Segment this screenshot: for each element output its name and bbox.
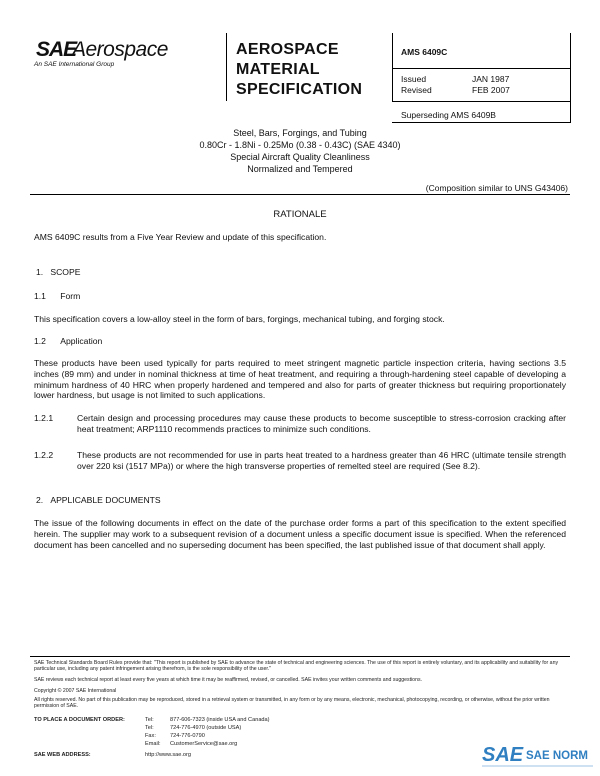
applicable-text: The issue of the following documents in effect on the date of the purchase order forms a part of this specification to the extent specified herein. The supplier may work to a subsequent revision of a document unless a specific document issue is specified. When the referenced document has been cancelled and no superseding document has been specified, the last published issue of that document shall apply. (34, 518, 566, 550)
composition-note: (Composition similar to UNS G43406) (425, 183, 568, 193)
form-heading (34, 291, 80, 301)
subject-line-4: Normalized and Tempered (247, 164, 353, 174)
para-1-2-1-number: 1.2.1 (34, 413, 54, 423)
web-value[interactable]: http://www.sae.org (145, 752, 192, 758)
sae-norm-logo (480, 741, 595, 771)
header-divider-left (226, 33, 227, 101)
rights-text: All rights reserved. No part of this publication may be reproduced, stored in a retrieval system or transmitted, in any form or by any means, electronic, mechanical, photocopying, recording, or otherwise, without the prior written permission of SAE. (34, 697, 550, 710)
rationale-text: AMS 6409C results from a Five Year Review and update of this specification. (34, 232, 327, 242)
subject-line-3: Special Aircraft Quality Cleanliness (230, 152, 370, 162)
applicable-number: 2. (36, 495, 44, 505)
scope-title: SCOPE (50, 267, 81, 277)
applicable-title: APPLICABLE DOCUMENTS (50, 495, 161, 505)
aerospace-logo: Aerospace (72, 38, 168, 61)
header-divider-right (392, 33, 393, 101)
header-rule-docnum (392, 68, 570, 69)
application-text: These products have been used typically for parts required to meet stringent magnetic particle inspection criteria, having sections 3.5 inches (89 mm) and under in nominal thickness at time of heat treatment, and requiring a through-hardening steel capable of developing a minimum hardness of 40 HRC when properly hardened and tempered and also for parts of greater thickness but requiring proportionately lower hardness, but usage is not limited to such applications. (34, 358, 566, 401)
form-number: 1.1 (34, 291, 46, 301)
sae-norm-mark: SAE (482, 744, 524, 766)
subject-line-1: Steel, Bars, Forgings, and Tubing (233, 128, 367, 138)
header-rule-bottom (392, 101, 570, 102)
web-label: SAE WEB ADDRESS: (34, 752, 91, 758)
rationale-heading: RATIONALE (273, 209, 327, 220)
footer-rule (30, 656, 570, 657)
title-line-2: MATERIAL (236, 61, 320, 78)
header-divider-far-right (570, 33, 571, 123)
board-rules-text: SAE Technical Standards Board Rules provide that: "This report is published by SAE to advance the state of technical and engineering sciences. The use of this report is entirely voluntary, and its applicability and suitability for any particular use, including any patent infringement arising therefrom, is the sole responsibility of the user." (34, 660, 559, 673)
subject-line-2: 0.80Cr - 1.8Ni - 0.25Mo (0.38 - 0.43C) (SAE 4340) (199, 140, 401, 150)
application-heading (34, 336, 102, 346)
para-1-2-1-text: Certain design and processing procedures may cause these products to become susceptible to stress-corrosion cracking after heat treatment; ARP1110 recommends practices to minimize such conditions. (77, 413, 566, 434)
issued-value: JAN 1987 (472, 74, 510, 84)
form-title: Form (60, 291, 81, 301)
sae-norm-text: SAE NORM (526, 750, 588, 762)
order-label: TO PLACE A DOCUMENT ORDER: (34, 717, 125, 723)
para-1-2-2-text: These products are not recommended for use in parts heat treated to a hardness greater than 46 HRC (ultimate tensile strength over 220 ksi (1517 MPa)) or where the high transverse properties of remelted steel are required (See 8.2). (77, 450, 566, 471)
issued-label: Issued (401, 74, 427, 84)
issued-row (401, 74, 510, 84)
fax-label: Fax: (145, 733, 156, 739)
fax-value: 724-776-0790 (170, 733, 205, 739)
title-line-1: AEROSPACE (236, 41, 339, 58)
tel2-label: Tel: (145, 725, 154, 731)
copyright-text: Copyright © 2007 SAE International (34, 688, 117, 694)
email-value[interactable]: CustomerService@sae.org (170, 741, 238, 747)
superseding-note: Superseding AMS 6409B (401, 110, 496, 120)
scope-heading (36, 267, 80, 277)
title-line-3: SPECIFICATION (236, 81, 363, 98)
tel-value[interactable]: 877-606-7323 (inside USA and Canada) (170, 717, 270, 723)
sae-logo: SAE (36, 38, 77, 61)
revised-row (401, 85, 510, 95)
application-title: Application (60, 336, 103, 346)
para-1-2-2-number: 1.2.2 (34, 450, 54, 460)
tel2-value[interactable]: 724-776-4970 (outside USA) (170, 725, 242, 731)
application-number: 1.2 (34, 336, 46, 346)
header-rule-supersede (392, 122, 570, 123)
document-number: AMS 6409C (401, 47, 448, 57)
scope-number: 1. (36, 267, 44, 277)
document-type-title (236, 40, 362, 100)
tel-label: Tel: (145, 717, 154, 723)
revised-value: FEB 2007 (472, 85, 510, 95)
review-text: SAE reviews each technical report at least every five years at which time it may be reaffirmed, revised, or cancelled. SAE invites your written comments and suggestions. (34, 677, 422, 683)
form-text: This specification covers a low-alloy steel in the form of bars, forgings, mechanical tubing, and forging stock. (34, 314, 445, 324)
logo-subtitle: An SAE International Group (34, 61, 115, 68)
applicable-heading (36, 495, 161, 505)
subject-bottom-rule (30, 194, 570, 195)
revised-label: Revised (401, 85, 432, 95)
email-label: Email: (145, 741, 161, 747)
